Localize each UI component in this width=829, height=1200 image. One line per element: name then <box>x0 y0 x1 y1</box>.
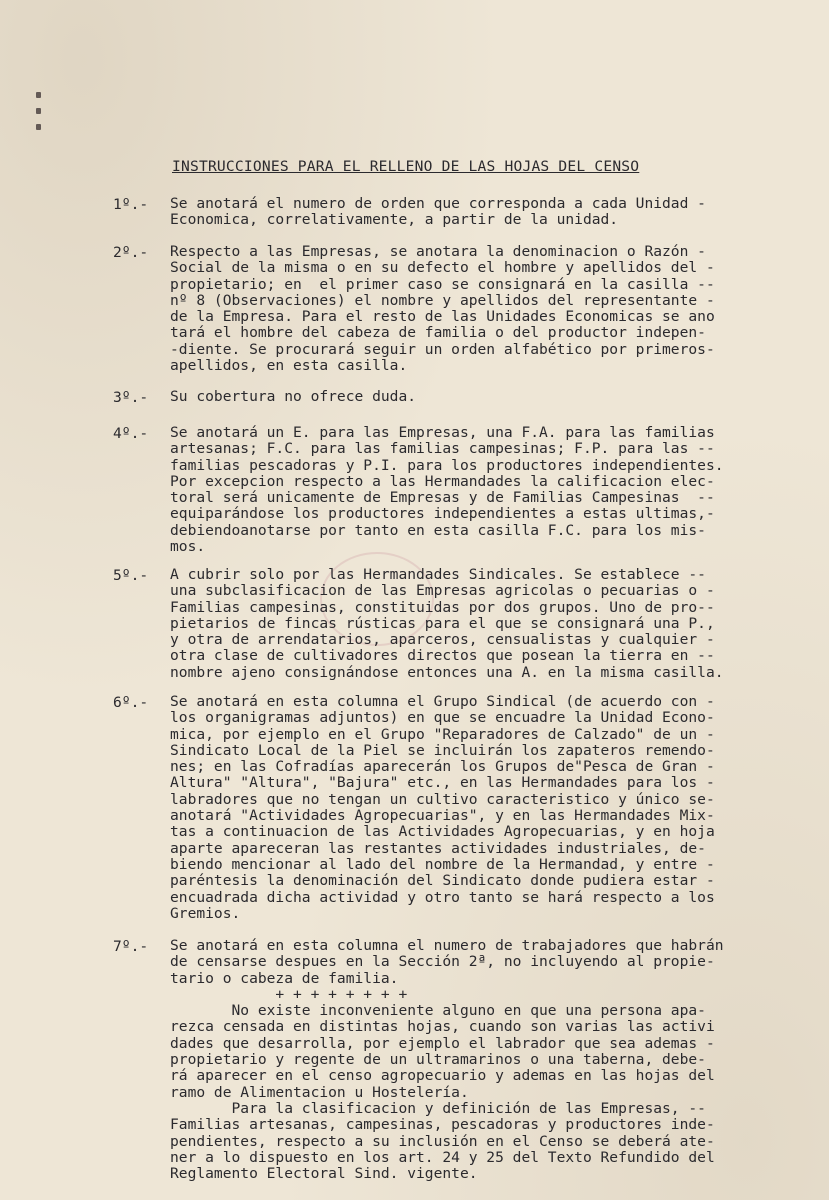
text-line: Reglamento Electoral Sind. vigente. <box>170 1165 478 1183</box>
text-line: dades que desarrolla, por ejemplo el labrador que sea ademas - <box>170 1034 715 1052</box>
text-line: nº 8 (Observaciones) el nombre y apellidos del representante - <box>170 291 715 309</box>
text-line: rá aparecer en el censo agropecuario y ademas en las hojas del <box>170 1067 715 1085</box>
text-line: Se anotará en esta columna el Grupo Sindical (de acuerdo con - <box>170 693 715 710</box>
item-text <box>170 389 795 405</box>
text-line: anotará "Actividades Agropecuarias", y en las Hermandades Mix- <box>170 807 715 825</box>
item-number: 5º.- <box>113 567 149 584</box>
text-line: artesanas; F.C. para las familias campesinas; F.P. para las -- <box>170 440 715 458</box>
text-line: A cubrir solo por las Hermandades Sindicales. Se establece -- <box>170 566 706 583</box>
text-line: Se anotará en esta columna el numero de trabajadores que habrán <box>170 937 724 954</box>
text-line: Altura" "Altura", "Bajura" etc., en las Hermandades para los - <box>170 774 715 792</box>
text-line: otra clase de cultivadores directos que posean la tierra en -- <box>170 647 715 665</box>
text-line: Se anotará el numero de orden que corresponda a cada Unidad - <box>170 195 706 212</box>
text-line: Para la clasificacion y definición de las Empresas, -- <box>170 1099 706 1117</box>
item-text <box>170 938 795 1182</box>
text-line: Gremios. <box>170 904 241 922</box>
text-line: ramo de Alimentacion u Hostelería. <box>170 1083 469 1101</box>
text-line: Social de la misma o en su defecto el hombre y apellidos del - <box>170 259 715 277</box>
text-line: de la Empresa. Para el resto de las Unidades Economicas se ano <box>170 308 715 326</box>
text-line: tario o cabeza de familia. <box>170 969 399 987</box>
text-line: Sindicato Local de la Piel se incluirán los zapateros remendo- <box>170 741 715 759</box>
item-number: 4º.- <box>113 425 149 442</box>
text-line: mica, por ejemplo en el Grupo "Reparadores de Calzado" de un - <box>170 725 715 743</box>
text-line: labradores que no tengan un cultivo caracteristico y único se- <box>170 790 715 808</box>
text-line: toral será unicamente de Empresas y de Familias Campesinas -- <box>170 489 715 507</box>
item-text <box>170 567 795 681</box>
text-line: propietario; en el primer caso se consignará en la casilla -- <box>170 275 715 293</box>
text-line: -diente. Se procurará seguir un orden alfabético por primeros- <box>170 340 715 358</box>
text-line: equiparándose los productores independientes a estas ultimas,- <box>170 505 715 523</box>
text-line: No existe inconveniente alguno en que una persona apa- <box>170 1002 706 1020</box>
item-number: 6º.- <box>113 694 149 711</box>
binder-holes <box>34 92 44 162</box>
item-text <box>170 425 795 555</box>
item-text <box>170 244 795 374</box>
text-line: Se anotará un E. para las Empresas, una F.A. para las familias <box>170 424 715 441</box>
text-line: ner a lo dispuesto en los art. 24 y 25 del Texto Refundido del <box>170 1148 715 1166</box>
text-line: nes; en las Cofradías aparecerán los Grupos de"Pesca de Gran - <box>170 758 715 776</box>
text-line: Por excepcion respecto a las Hermandades la calificacion elec- <box>170 472 715 490</box>
page-title: INSTRUCCIONES PARA EL RELLENO DE LAS HOJAS DEL CENSO <box>172 158 640 175</box>
text-line: de censarse despues en la Sección 2ª, no incluyendo al propie- <box>170 953 715 971</box>
item-text <box>170 694 795 922</box>
text-line: tas a continuacion de las Actividades Agropecuarias, y en hoja <box>170 823 715 841</box>
item-number: 7º.- <box>113 938 149 955</box>
text-line: apellidos, en esta casilla. <box>170 357 408 375</box>
separator-crosses: + + + + + + + + <box>170 985 408 1003</box>
text-line: mos. <box>170 538 206 556</box>
text-line: encuadrada dicha actividad y otro tanto se hará respecto a los <box>170 888 715 906</box>
item-text <box>170 196 795 229</box>
text-line: Familias campesinas, constituidas por dos grupos. Uno de pro-- <box>170 598 715 616</box>
item-number: 3º.- <box>113 389 149 406</box>
text-line: familias pescadoras y P.I. para los productores independientes. <box>170 456 724 474</box>
item-number: 2º.- <box>113 244 149 261</box>
text-line: tará el hombre del cabeza de familia o del productor indepen- <box>170 324 706 342</box>
text-line: aparte apareceran las restantes actividades industriales, de- <box>170 839 706 857</box>
item-number: 1º.- <box>113 196 149 213</box>
text-line: rezca censada en distintas hojas, cuando son varias las activi <box>170 1018 715 1036</box>
text-line: biendo mencionar al lado del nombre de la Hermandad, y entre - <box>170 855 715 873</box>
text-line: Economica, correlativamente, a partir de la unidad. <box>170 211 619 229</box>
text-line: paréntesis la denominación del Sindicato donde pudiera estar - <box>170 872 715 890</box>
text-line: Respecto a las Empresas, se anotara la denominacion o Razón - <box>170 243 706 260</box>
text-line: Familias artesanas, campesinas, pescadoras y productores inde- <box>170 1116 715 1134</box>
text-line: pietarios de fincas rústicas para el que se consignará una P., <box>170 614 715 632</box>
text-line: propietario y regente de un ultramarinos o una taberna, debe- <box>170 1051 706 1069</box>
text-line: una subclasificacion de las Empresas agricolas o pecuarias o - <box>170 582 715 600</box>
text-line: y otra de arrendatarios, aparceros, censualistas y cualquier - <box>170 631 715 649</box>
text-line: los organigramas adjuntos) en que se encuadre la Unidad Econo- <box>170 709 715 727</box>
text-line: pendientes, respecto a su inclusión en el Censo se deberá ate- <box>170 1132 715 1150</box>
text-line: debiendoanotarse por tanto en esta casilla F.C. para los mis- <box>170 521 706 539</box>
text-line: nombre ajeno consignándose entonces una A. en la misma casilla. <box>170 663 724 681</box>
text-line: Su cobertura no ofrece duda. <box>170 388 417 405</box>
